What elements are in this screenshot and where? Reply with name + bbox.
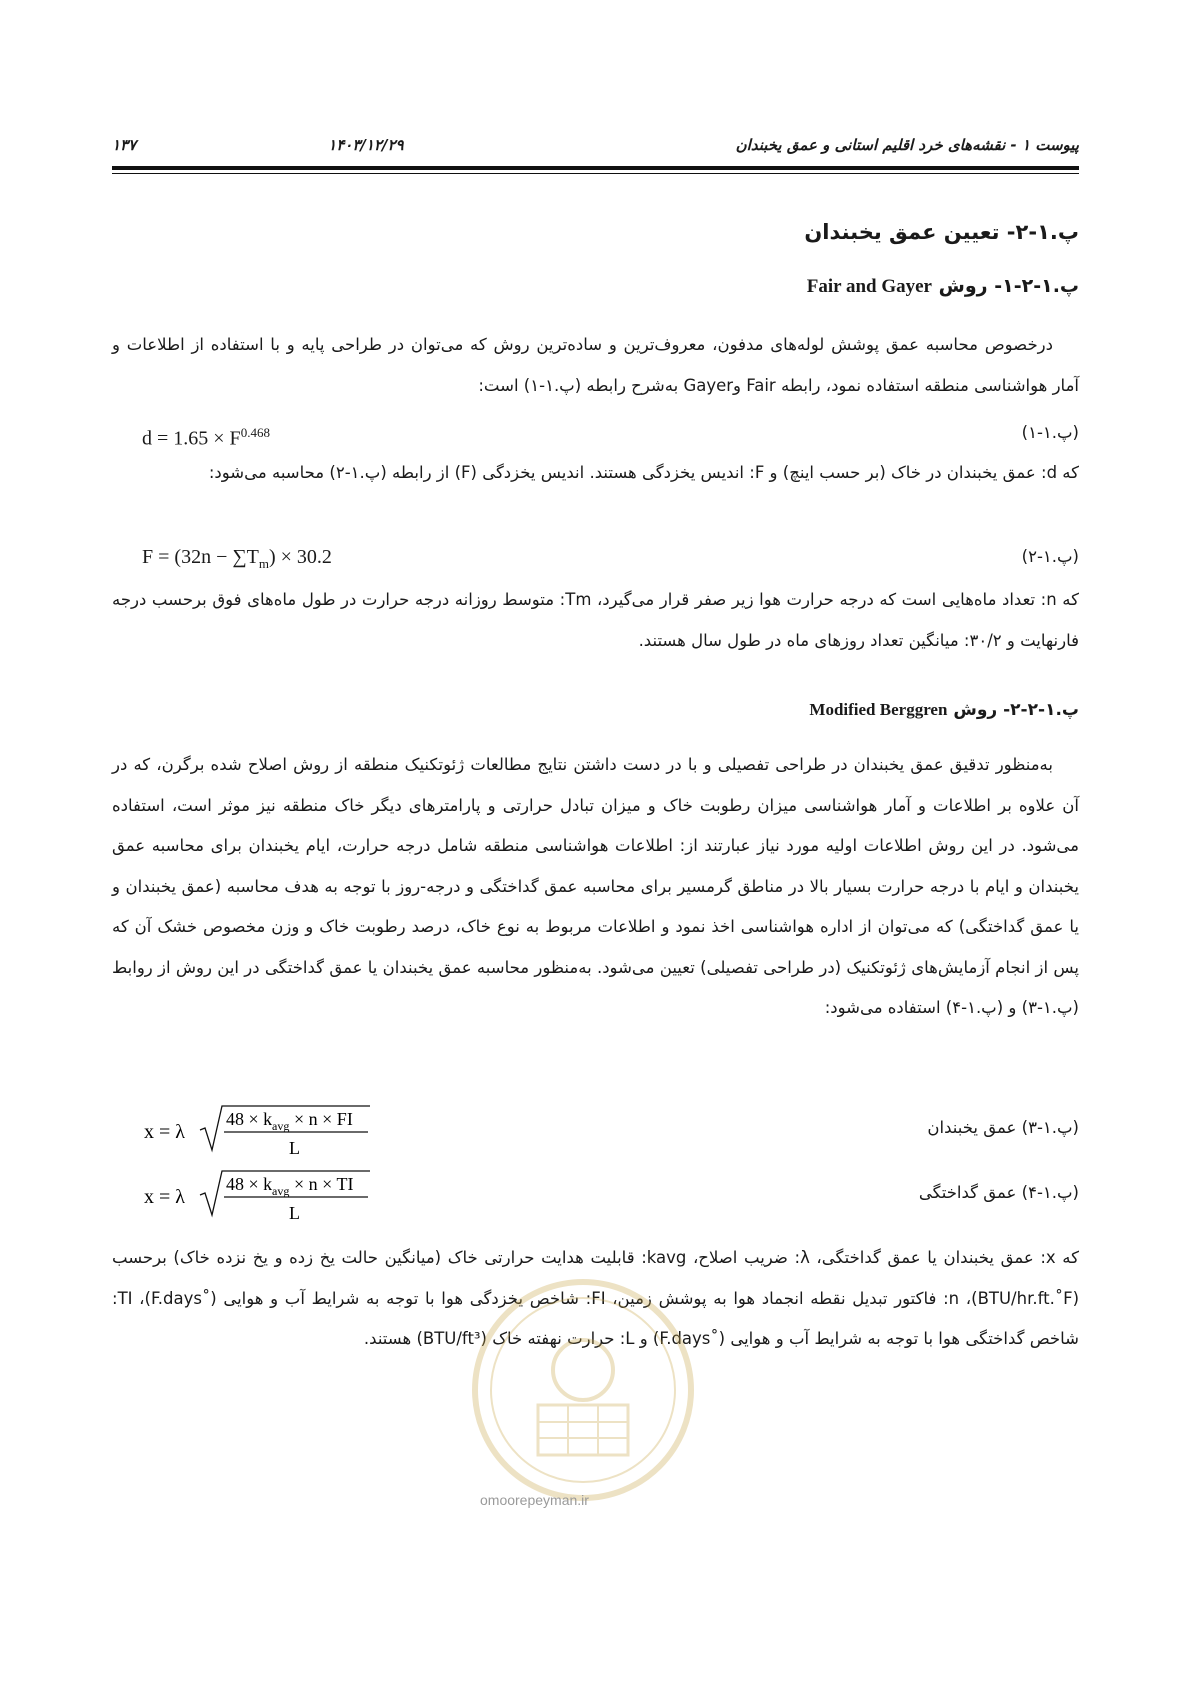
watermark-site: omoorepeyman.ir [480, 1492, 589, 1508]
svg-text:× n × TI: × n × TI [294, 1174, 354, 1194]
equation-formula: $d = 1.65 \times F^{0.468}$ [142, 425, 270, 450]
equation-number: (پ.۱-۱) [1021, 423, 1079, 442]
page-number: ۱۳۷ [112, 136, 137, 154]
subsection-heading-1: پ.۱-۲-۱- روش Fair and Gayer [806, 275, 1079, 297]
equation-4 [112, 1173, 1079, 1233]
equation-label: (پ.۱-۴) عمق گداختگی [918, 1183, 1079, 1202]
section-heading: پ.۱-۲- تعیین عمق یخبندان [804, 220, 1079, 244]
paragraph-fair-gayer-intro: درخصوص محاسبه عمق پوشش لوله‌های مدفون، معروف‌ترین و ساده‌ترین روش که می‌توان در طراحی پایه و با استفاده از اطلاعات و آمار هواشناسی منطقه استفاده نمود، رابطه Fair وGayer به‌شرح رابطه (پ.۱-۱) است: [112, 335, 1079, 395]
equation-formula [142, 1165, 372, 1229]
svg-text:L: L [289, 1138, 300, 1158]
svg-text:avg: avg [272, 1184, 290, 1198]
paragraph-berggren-variables: که x: عمق یخبندان یا عمق گداختگی، λ: ضریب اصلاح، kavg: قابلیت هدایت حرارتی خاک (میانگین حالت یخ زده و یخ نزده خاک) برحسب (BTU/hr.ft.˚F)، n: فاکتور تبدیل نقطه انجماد هوا به پوشش زمین، FI: شاخص یخزدگی هوا با توجه به شرایط آب و هوایی (˚F.days)، TI: شاخص گداختگی هوا با توجه به شرایط آب و هوایی (˚F.days) و L: حرارت نهفته خاک (BTU/ft³) هستند. [112, 1248, 1079, 1348]
equation-formula [142, 1100, 372, 1164]
svg-text:L: L [289, 1203, 300, 1223]
header-date: ۱۴۰۳/۱۲/۲۹ [328, 136, 404, 154]
equation-number: (پ.۱-۲) [1021, 547, 1079, 566]
seal-icon [468, 1275, 698, 1505]
svg-text:48 × k: 48 × k [226, 1109, 273, 1129]
paragraph-fair-gayer-variables: که n: تعداد ماه‌هایی است که درجه حرارت هوا زیر صفر قرار می‌گیرد، Tm: متوسط روزانه درجه حرارت در طول ماه‌های فوق برحسب درجه فارنهایت و ۳۰/۲: میانگین تعداد روزهای ماه در طول سال هستند. [112, 590, 1079, 650]
paragraph-fair-gayer-definitions: که d: عمق یخبندان در خاک (بر حسب اینچ) و F: اندیس یخزدگی هستند. اندیس یخزدگی (F) از رابطه (پ.۱-۲) محاسبه می‌شود: [208, 463, 1079, 482]
svg-text:avg: avg [272, 1119, 290, 1133]
equation-3 [112, 1108, 1079, 1168]
svg-text:48 × k: 48 × k [226, 1174, 273, 1194]
header-rule-thin [112, 173, 1079, 174]
header-rule-thick [112, 166, 1079, 170]
equation-2 [112, 537, 1079, 577]
paragraph-berggren-intro: به‌منظور تدقیق عمق یخبندان در طراحی تفصیلی و با در دست داشتن نتایج مطالعات ژئوتکنیک منطقه از روش اصلاح شده برگرن، که در آن علاوه بر اطلاعات و آمار هواشناسی میزان رطوبت خاک و میزان تبادل حرارتی و پارامترهای دیگر خاک منطقه نیز موثر است، استفاده می‌شود. در این روش اطلاعات اولیه مورد نیاز عبارتند از: اطلاعات هواشناسی منطقه شامل درجه حرارت، ایام یخبندان برای محاسبه عمق یخبندان و ایام با درجه حرارت بسیار بالا در مناطق گرمسیر برای محاسبه عمق گداختگی و درجه-روز با توجه به هدف محاسبه (عمق یخبندان و یا عمق گداختگی) که می‌توان از اداره هواشناسی اخذ نمود و اطلاعات مربوط به نوع خاک، درصد رطوبت خاک و وزن مخصوص خشک آن که پس از انجام آزمایش‌های ژئوتکنیک (در طراحی تفصیلی) تعیین می‌شود. به‌منظور محاسبه عمق یخبندان یا عمق گداختگی در این روش از روابط (پ.۱-۳) و (پ.۱-۴) استفاده می‌شود: [112, 755, 1079, 1017]
equation-formula: $F = (32n - \sum T_m) \times 30.2$ [142, 546, 332, 571]
svg-text:x = λ: x = λ [144, 1121, 185, 1143]
equation-label: (پ.۱-۳) عمق یخبندان [927, 1118, 1079, 1137]
running-header [112, 128, 1079, 162]
equation-1 [112, 413, 1079, 453]
header-title: پیوست ۱ - نقشه‌های خرد اقلیم استانی و عمق یخبندان [735, 136, 1079, 154]
subsection-heading-2: پ.۱-۲-۲- روش Modified Berggren [809, 700, 1079, 720]
svg-text:x = λ: x = λ [144, 1186, 185, 1208]
svg-text:× n × FI: × n × FI [294, 1109, 353, 1129]
